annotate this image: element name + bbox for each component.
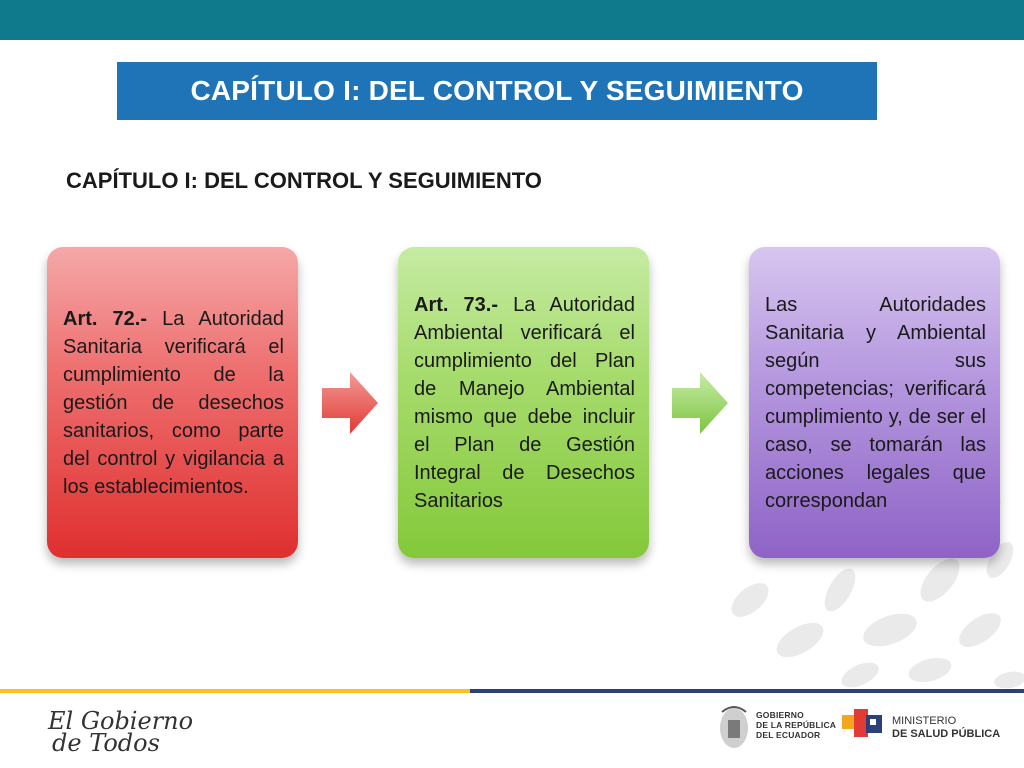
msp-line-1: MINISTERIO (892, 715, 957, 727)
ec-line-3: DEL ECUADOR (756, 730, 821, 740)
ec-line-1: GOBIERNO (756, 710, 804, 720)
msp-line-2: DE SALUD PÚBLICA (892, 728, 1001, 740)
logo-line-2: de Todos (52, 729, 160, 757)
arrow-right-icon (322, 372, 378, 434)
card-text: La Autoridad Sanitaria verificará el cumplimiento de la gestión de desechos sanitarios, como parte del control y vigilancia a los establecimientos. (63, 307, 284, 498)
gobierno-de-todos-logo (48, 707, 194, 757)
card-text: La Autoridad Ambiental verificará el cumplimiento del Plan de Manejo Ambiental mismo que debe incluir el Plan de Gestión Integral de Desechos Sanitarios (414, 293, 635, 512)
ministerio-salud-text (892, 715, 1000, 741)
card-art-72 (47, 247, 298, 558)
card-art-73 (398, 247, 649, 558)
footer-line-yellow (0, 689, 470, 693)
top-bar (0, 0, 1024, 40)
page-title-banner (117, 62, 877, 120)
section-subtitle: CAPÍTULO I: DEL CONTROL Y SEGUIMIENTO (66, 168, 542, 193)
card-text: Las Autoridades Sanitaria y Ambiental según sus competencias; verificará cumplimiento y, de ser el caso, se tomarán las acciones legales que correspondan (765, 293, 986, 512)
logo-line-1: El Gobierno (48, 707, 194, 735)
page-title: CAPÍTULO I: DEL CONTROL Y SEGUIMIENTO (190, 75, 804, 106)
footer-line-navy (470, 689, 1024, 693)
ec-line-2: DE LA REPÚBLICA (756, 720, 837, 730)
card-heading: Art. 73.- (414, 293, 499, 316)
msp-logo-icon (840, 705, 888, 745)
card-autoridades (749, 247, 1000, 558)
ecuador-government-text (756, 710, 836, 740)
arrow-right-icon (672, 372, 728, 434)
card-heading: Art. 72.- (63, 307, 148, 330)
